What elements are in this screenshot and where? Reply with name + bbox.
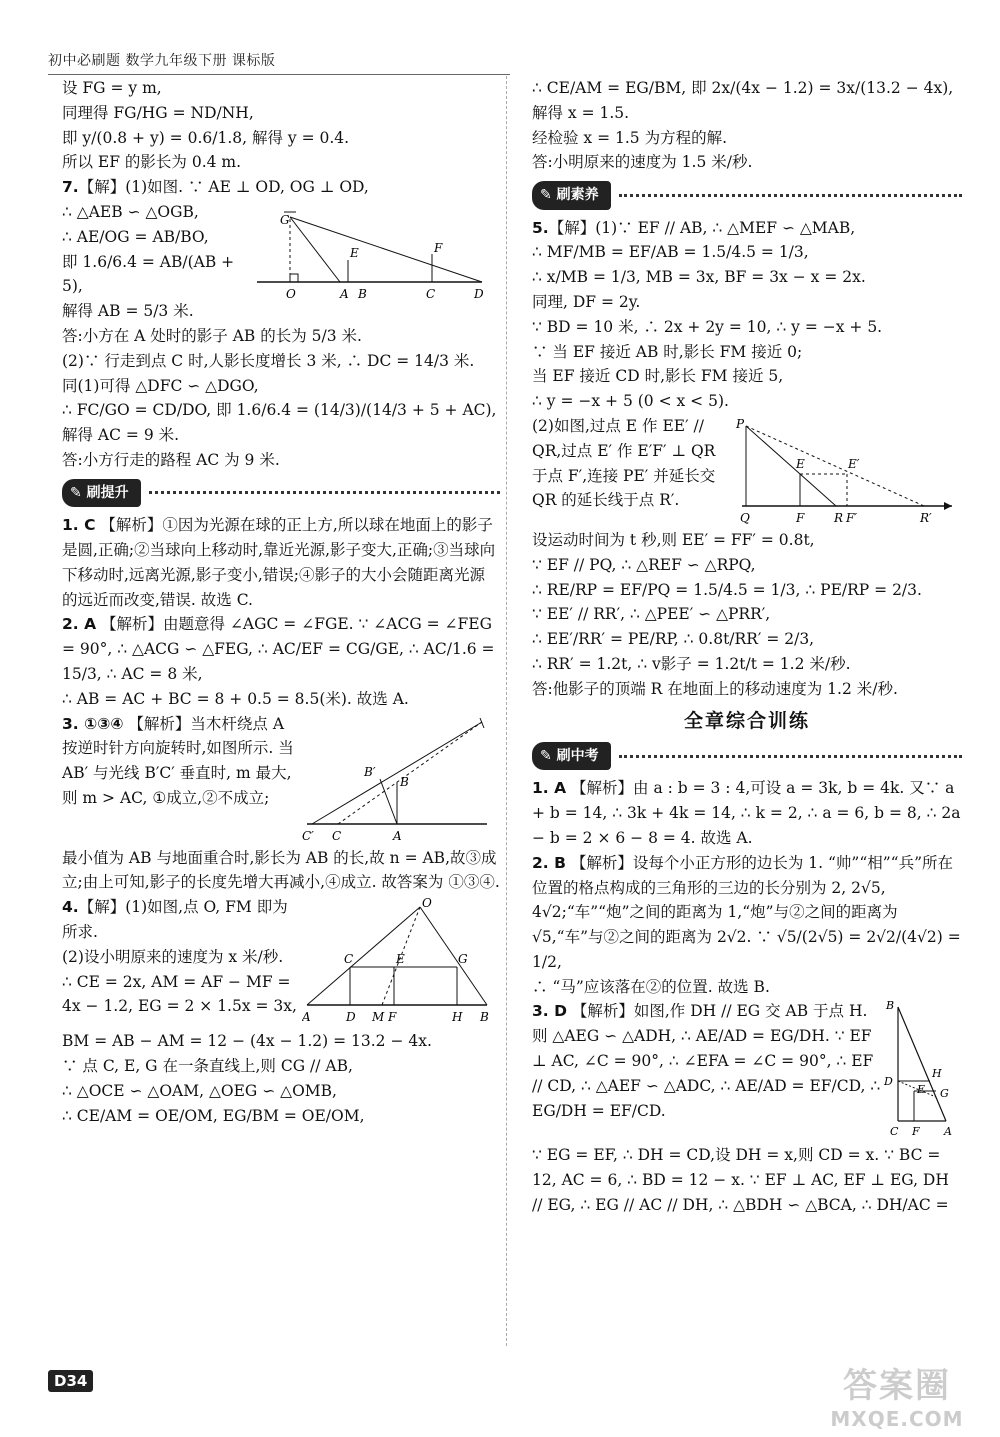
svg-text:C: C [332,828,342,843]
text-line: 所以 EF 的影长为 0.4 m. [62,153,242,172]
svg-text:P: P [736,416,745,431]
svg-text:F: F [796,510,805,525]
svg-text:E: E [917,1083,926,1097]
text-line: 【解析】由题意得 ∠AGC = ∠FGE. ∵ ∠ACG = ∠FEG = 90°, ∴ △ACG ∽ △FEG, ∴ AC/EF = CG/GE, ∴ AC/1.6 = 15/3, ∴ AC = 8 米, [62,615,495,683]
text-line: 【解析】①因为光源在球的正上方,所以球在地面上的影子是圆,正确;②当球向上移动时,靠近光源,影子变大,正确;③当球向下移动时,远离光源,影子变小,错误;④影子的大小会随距离光源的远近而改变,错误. 故选 C. [62,516,496,609]
svg-text:C′: C′ [302,828,314,843]
text-line: ∴ AB = AC + BC = 8 + 0.5 = 8.5(米). 故选 A. [62,689,409,708]
section-dots [619,194,962,197]
q7-figure [252,202,487,302]
left-column [62,76,500,1128]
svg-text:H: H [932,1067,942,1081]
watermark-sub: MXQE.COM [830,1407,964,1431]
text-line: (2)设小明原来的速度为 x 米/秒. [62,947,284,966]
text-line: ∴ EE′/RR′ = PE/RP, ∴ 0.8t/RR′ = 2/3, [532,630,815,649]
text-line: 【解析】当木杆绕点 A 按逆时针方向旋转时,如图所示. 当 AB′ 与光线 B′C′ 垂直时, m 最大,则 m > AC, ①成立,②不成立; [62,714,294,807]
svg-text:B: B [400,774,409,789]
problem-3 [62,712,302,811]
svg-text:C: C [344,952,354,967]
page-number: D34 [48,1370,93,1392]
text-line: ∴ CE/AM = EG/BM, 即 2x/(4x − 1.2) = 3x/(13.2 − 4x), 解得 x = 1.5. [532,79,954,122]
text-line: ∵ EE′ // RR′, ∴ △PEE′ ∽ △PRR′, [532,605,771,624]
exam-1 [532,776,962,850]
c3-block [532,999,962,1143]
text-line: ∴ y = −x + 5 (0 < x < 5). [532,392,729,411]
text-line: BM = AB − AM = 12 − (4x − 1.2) = 13.2 − 4x. [62,1032,432,1051]
text-line: 【解】(1)如图,点 O, FM 即为所求. [62,898,288,941]
p3-figure [302,714,492,844]
question-number: 5. [532,218,549,237]
svg-text:O: O [286,286,296,301]
svg-text:R′: R′ [920,510,932,525]
question-number: 7. [62,178,79,197]
text-line: 设 FG = y m, [62,79,162,97]
text-line: ∴ AE/OG = AB/BO, [62,227,209,246]
text-line: 经检验 x = 1.5 为方程的解. [532,128,728,147]
section-badge: ✎ 刷素养 [532,181,611,209]
text-line: 【解】(1)如图. ∵ AE ⊥ OD, OG ⊥ OD, [78,178,369,197]
text-line: ∴ x/MB = 1/3, MB = 3x, BF = 3x − x = 2x. [532,268,866,287]
text-line: ∴ MF/MB = EF/AB = 1.5/4.5 = 1/3, [532,243,809,262]
svg-text:R: R [834,510,844,525]
text-line: ∴ FC/GO = CD/DO, 即 1.6/6.4 = (14/3)/(14/3 + 5 + AC), 解得 AC = 9 米. [62,401,497,445]
c3-figure [882,1001,957,1141]
svg-text:C: C [426,286,436,301]
problem-1 [62,513,500,612]
text-line: 【解析】如图,作 DH // EG 交 AB 于点 H. 则 △AEG ∽ △ADH, ∴ AE/AD = EG/DH. ∵ EF ⊥ AC, ∠C = 90°, ∴ ∠EFA = ∠C = 90°, ∴ EF // CD, ∴ △AEF ∽ △ADC, ∴ AE/AD = EF/CD, ∴ EG/DH = EF/CD. [532,1002,881,1120]
svg-text:E: E [396,952,405,967]
problem-2 [62,612,500,686]
watermark [822,1358,972,1431]
svg-text:D: D [474,286,484,301]
svg-text:F: F [388,1010,397,1025]
text-line: ∴ CE/AM = OE/OM, EG/BM = OE/OM, [62,1106,365,1125]
svg-text:G: G [280,212,290,227]
answer-label: 2. A [62,615,97,634]
svg-text:M: M [372,1010,385,1025]
question-7 [62,175,500,200]
text-line: ∵ BD = 10 米, ∴ 2x + 2y = 10, ∴ y = −x + 5. [532,317,883,336]
p4-text [62,895,302,1029]
text-line: 答:小方行走的路程 AC 为 9 米. [62,450,280,469]
question-number: 4. [62,898,79,917]
svg-text:B′: B′ [364,764,376,779]
section-dots [619,755,962,758]
exam-3 [532,999,882,1123]
question-5 [532,216,962,241]
text-line: 答:小明原来的速度为 1.5 米/秒. [532,153,753,172]
svg-text:A: A [340,286,349,301]
watermark-main: 答案圈 [843,1366,951,1406]
text-line: ∴ RR′ = 1.2t, ∴ v影子 = 1.2t/t = 1.2 米/秒. [532,654,851,673]
svg-text:O: O [422,897,432,911]
text-line: 同理得 FG/HG = ND/NH, [62,103,254,122]
svg-text:A: A [393,828,402,843]
section-badge: ✎ 刷中考 [532,742,611,770]
section-header [62,479,500,507]
exam-2 [532,851,962,975]
q5-figure [732,416,957,526]
text-line: 最小值为 AB 与地面重合时,影长为 AB 的长,故 n = AB,故③成立;由上可知,影子的长度先增大再减小,④成立. 故答案为 ①③④. [62,848,500,892]
svg-text:C: C [890,1125,899,1139]
svg-text:B: B [886,1001,895,1013]
svg-text:F: F [434,240,443,255]
answer-label: 2. B [532,853,566,872]
text-line: (2)∵ 行走到点 C 时,人影长度增长 3 米, ∴ DC = 14/3 米. [62,351,475,370]
c3-text [532,999,882,1143]
text-line: ∴ RE/RP = EF/PQ = 1.5/4.5 = 1/3, ∴ PE/RP = 2/3. [532,580,922,599]
text-line: 设运动时间为 t 秒,则 EE′ = FF′ = 0.8t, [532,530,815,549]
q5-block [532,414,962,528]
svg-text:D: D [884,1075,893,1089]
text-line: 【解析】设每个小正方形的边长为 1. “帅”“相”“兵”所在位置的格点构成的三角形的三边的长分别为 2, 2√5, 4√2;“车”“炮”之间的距离为 1,“炮”与②之间的距离为 √5,“车”与②之间的距离为 2√2. ∵ √5/(2√5) = 2√2/(4√2) = 1/2, [532,853,961,971]
column-divider [506,76,507,1346]
section-badge: ✎ 刷提升 [62,479,141,507]
text-line: 【解】(1)∵ EF // AB, ∴ △MEF ∽ △MAB, [548,218,856,237]
svg-text:E: E [350,245,359,260]
answer-label: 1. A [532,779,567,798]
section-dots [149,491,500,494]
answer-label: 3. ①③④ [62,714,124,733]
svg-text:H: H [452,1010,463,1025]
p4-figure [302,897,492,1027]
section-header [532,742,962,770]
chapter-title: 全章综合训练 [683,709,810,732]
svg-text:F: F [912,1125,920,1139]
text-line: ∵ 点 C, E, G 在一条直线上,则 CG // AB, [62,1056,353,1075]
svg-text:A: A [944,1125,952,1139]
text-line: ∵ EG = EF, ∴ DH = CD,设 DH = x,则 CD = x. ∵ BC = 12, AC = 6, ∴ BD = 12 − x. ∵ EF ⊥ AC, EF ⊥ EG, DH // EG, ∴ EG // AC // DH, ∴ △BDH ∽ △BCA, ∴ DH/AC = [532,1146,949,1215]
problem-4 [62,895,302,945]
text-line: 同(1)可得 △DFC ∽ △DGO, [62,376,259,395]
p3-block [62,712,500,846]
section-header [532,181,962,209]
q7-block [62,200,500,324]
svg-text:F′: F′ [846,510,858,525]
text-line: ∴ “马”应该落在②的位置. 故选 B. [532,977,770,996]
text-line: 答:小方在 A 处时的影子 AB 的长为 5/3 米. [62,326,362,345]
right-column [532,76,962,1218]
svg-text:E: E [796,456,805,471]
page-header: 初中必刷题 数学九年级下册 课标版 [48,53,276,69]
text-line: ∵ EF // PQ, ∴ △REF ∽ △RPQ, [532,555,756,574]
p3-text [62,712,302,846]
text-line: 即 y/(0.8 + y) = 0.6/1.8, 解得 y = 0.4. [62,128,350,147]
text-line: ∴ CE = 2x, AM = AF − MF = 4x − 1.2, EG = 2 × 1.5x = 3x, [62,972,297,1016]
q5-text [532,414,732,528]
svg-text:G: G [458,952,468,967]
p4-block [62,895,500,1029]
svg-text:E′: E′ [848,456,860,471]
text-line: 解得 AB = 5/3 米. [62,302,194,321]
text-line: 【解析】由 a : b = 3 : 4,可设 a = 3k, b = 4k. 又∵ a + b = 14, ∴ 3k + 4k = 14, ∴ k = 2, ∴ a = 6, b = 8, ∴ 2a − b = 2 × 6 − 8 = 4. 故选 A. [532,779,961,847]
q7-text [62,200,252,324]
answer-label: 1. C [62,516,96,535]
svg-text:A: A [302,1010,311,1025]
svg-text:Q: Q [740,510,750,525]
text-line: 同理, DF = 2y. [532,292,641,311]
text-line: ∴ △OCE ∽ △OAM, △OEG ∽ △OMB, [62,1081,337,1100]
text-line: ∴ △AEB ∽ △OGB, [62,202,199,221]
text-line: 当 EF 接近 CD 时,影长 FM 接近 5, [532,367,784,386]
text-line: 答:他影子的顶端 R 在地面上的移动速度为 1.2 米/秒. [532,679,898,698]
answer-label: 3. D [532,1002,567,1021]
svg-text:B: B [358,286,367,301]
svg-text:D: D [346,1010,356,1025]
text-line: (2)如图,过点 E 作 EE′ // QR,过点 E′ 作 E′F′ ⊥ QR 于点 F′,连接 PE′ 并延长交 QR 的延长线于点 R′. [532,416,716,510]
text-line: ∵ 当 EF 接近 AB 时,影长 FM 接近 0; [532,342,803,361]
header-rule [48,74,510,75]
svg-text:B: B [480,1010,489,1025]
text-line: 即 1.6/6.4 = AB/(AB + 5), [62,252,235,296]
svg-text:G: G [940,1087,949,1101]
